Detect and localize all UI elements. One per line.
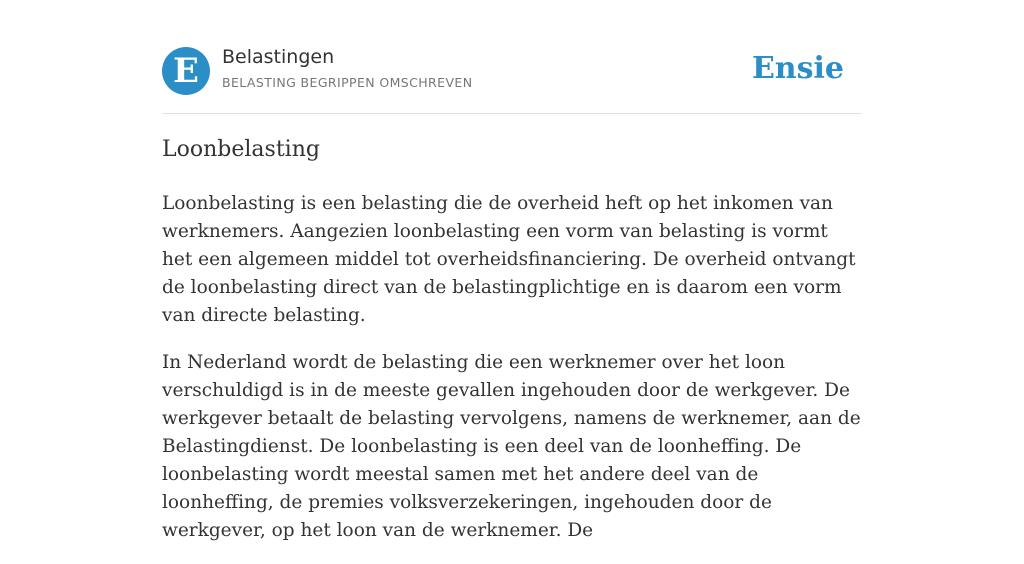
- article-title: Loonbelasting: [162, 137, 320, 162]
- site-tagline: BELASTING BEGRIPPEN OMSCHREVEN: [222, 75, 473, 90]
- article-paragraph: In Nederland wordt de belasting die een werknemer over het loon verschuldigd is in de meeste gevallen ingehouden door de werkgever. De werkgever betaalt de belasting vervolgens, namens de werknemer, aan de Belastingdienst. De loonbelasting is een deel van de loonheffing. De loonbelasting wordt meestal samen met het andere deel van de loonheffing, de premies volksverzekeringen, ingehouden door de werkgever, op het loon van de werknemer. De: [162, 352, 861, 541]
- article-body: [162, 190, 862, 564]
- header-divider: [162, 113, 862, 114]
- site-logo-icon[interactable]: E: [162, 47, 210, 95]
- site-name[interactable]: Belastingen: [222, 46, 335, 68]
- ensie-brand-logo[interactable]: Ensie: [751, 51, 844, 86]
- article-paragraph: Loonbelasting is een belasting die de overheid heft op het inkomen van werknemers. Aangezien loonbelasting een vorm van belasting is vormt het een algemeen middel tot overheidsfinanciering. De overheid ontvangt de loonbelasting direct van de belastingplichtige en is daarom een vorm van directe belasting.: [162, 193, 856, 326]
- site-header: [162, 46, 862, 96]
